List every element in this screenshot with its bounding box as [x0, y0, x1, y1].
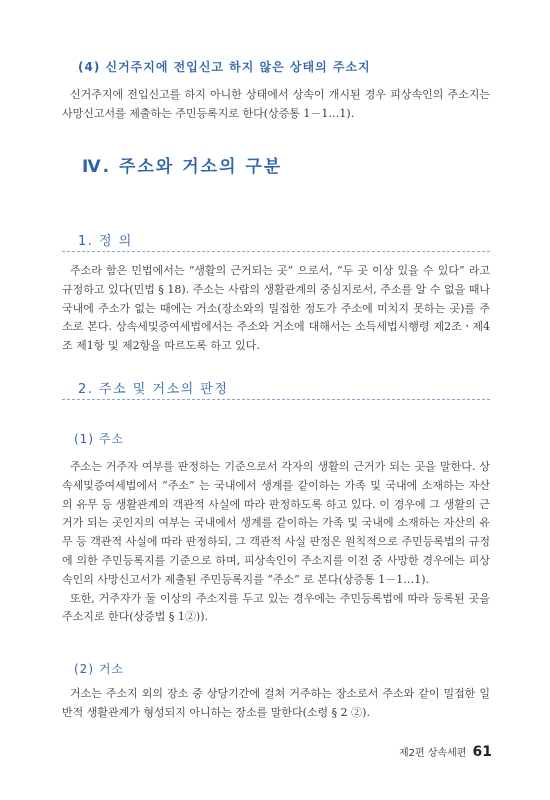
section-4-paragraph — [62, 86, 490, 124]
paragraph-text: 거소는 주소지 외의 장소 중 상당기간에 걸쳐 거주하는 장소로서 주소와 같이 밀접한 일반적 생활관계가 형성되지 아니하는 장소를 말한다(소령 § 2 ②). — [62, 687, 490, 719]
definition-heading: 1. 정 의 — [78, 234, 133, 249]
paragraph-text: 또한, 거주자가 둘 이상의 주소지를 두고 있는 경우에는 주민등록법에 따라 등록된 곳을 주소지로 한다(상증법 § 1②)). — [62, 591, 490, 624]
residence-paragraph — [62, 685, 490, 723]
footer-section-label: 제2편 상속세편 — [399, 748, 467, 759]
paragraph-text: 신거주지에 전입신고를 하지 아니한 상태에서 상속이 개시된 경우 피상속인의 주소지는 사망신고서를 제출하는 주민등록지로 한다(상증통 1－1…1). — [62, 88, 490, 120]
paragraph-text: 주소라 함은 민법에서는 “생활의 근거되는 곳” 으로서, “두 곳 이상 있을 수 있다” 라고 규정하고 있다(민법 § 18). 주소는 사람의 생활관계의 중심지로서, 주소를 알 수 없을 때나 국내에 주소가 없는 때에는 거소(장소와의 밀접한 정도가 주소에 미치지 못하는 곳)를 주소로 본다. 상속세및증여세법에서는 주소와 거소에 대해서는 소득세법시행령 제2조ㆍ제4조 제1항 및 제2항을 따르도록 하고 있다. — [62, 264, 490, 353]
residence-subheading: (2) 거소 — [74, 662, 124, 676]
section-4-heading: (4) 신거주지에 전입신고 하지 않은 상태의 주소지 — [78, 60, 371, 74]
page-footer — [399, 744, 492, 760]
page-number: 61 — [472, 744, 492, 760]
chapter-title: Ⅳ. 주소와 거소의 구분 — [82, 157, 283, 177]
address-subheading: (1) 주소 — [74, 432, 124, 446]
judgement-heading: 2. 주소 및 거소의 판정 — [78, 382, 229, 397]
address-paragraph — [62, 458, 490, 627]
definition-paragraph — [62, 262, 490, 356]
heading-divider — [62, 251, 490, 252]
heading-divider — [62, 399, 490, 400]
paragraph-text: 주소는 거주자 여부를 판정하는 기준으로서 각자의 생활의 근거가 되는 곳을 말한다. 상속세및증여세법에서 “주소” 는 국내에서 생계를 같이하는 가족 및 국내에 소재하는 자산의 유무 등 생활관계의 객관적 사실에 따라 판정하도록 하고 있다. 이 경우에 그 생활의 근거가 되는 곳인지의 여부는 국내에서 생계를 같이하는 가족 및 국내에 소재하는 자산의 유무 등 객관적 사실에 따라 판정하되, 그 객관적 사실 판정은 원칙적으로 주민등록법의 규정에 의한 주민등록지를 기준으로 하며, 피상속인이 주소지를 이전 중 사망한 경우에는 피상속인의 사망신고서가 제출된 주민등록지를 “주소” 로 본다(상증통 1－1…1). — [62, 460, 490, 586]
